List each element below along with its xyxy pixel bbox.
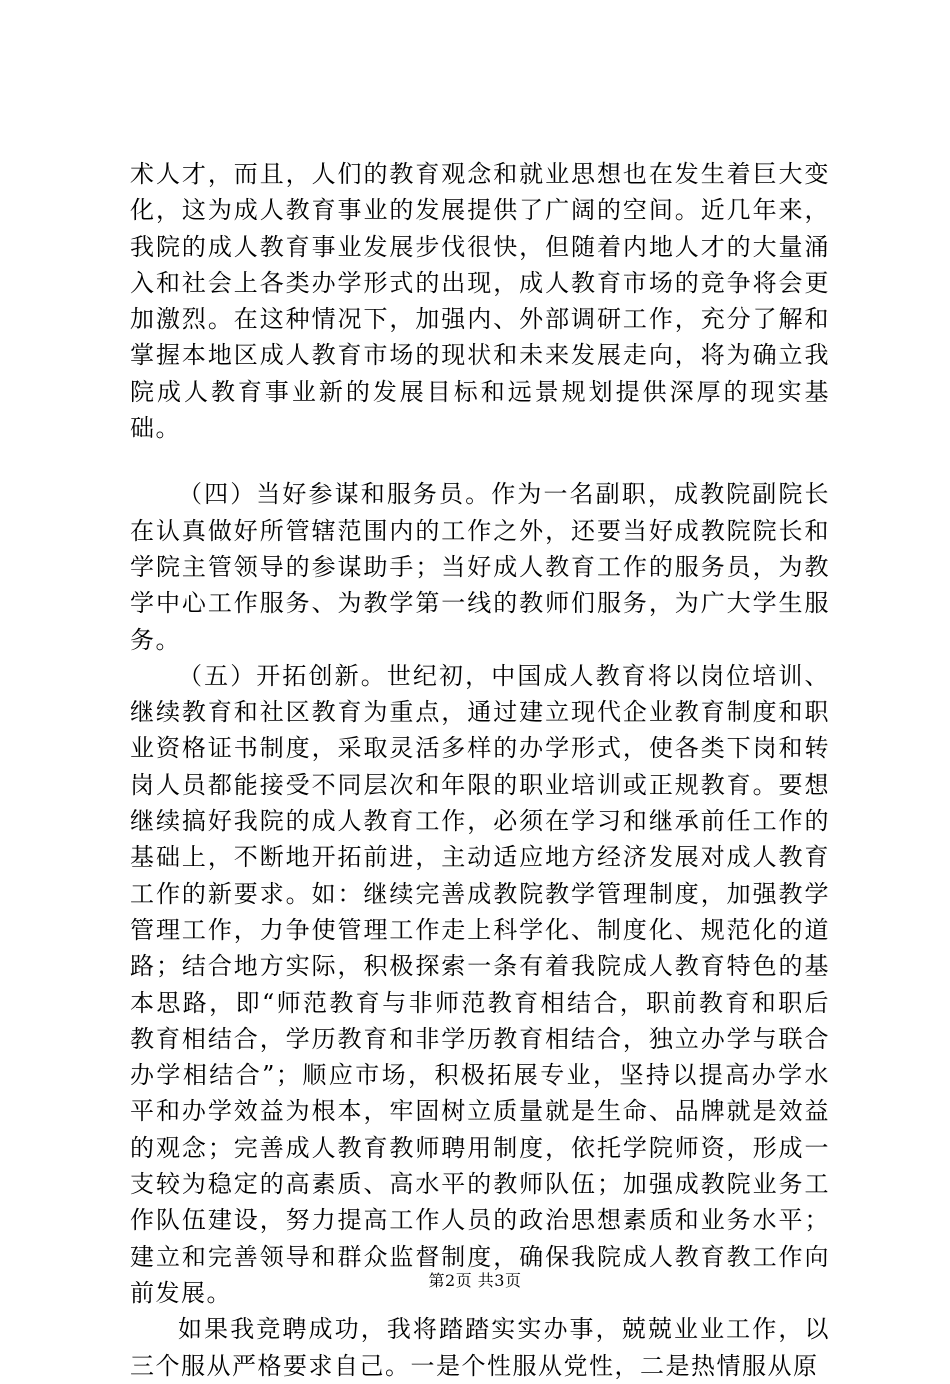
paragraph-2: （四）当好参谋和服务员。作为一名副职，成教院副院长在认真做好所管辖范围内的工作之外，还要当好成教院院长和学院主管领导的参谋助手；当好成人教育工作的服务员，为教学中心工作服务、为教学第一线的教师们服务，为广大学生服务。 <box>130 480 830 654</box>
document-body <box>130 156 830 1384</box>
paragraph-1: 术人才，而且，人们的教育观念和就业思想也在发生着巨大变化，这为成人教育事业的发展提供了广阔的空间。近几年来，我院的成人教育事业发展步伐很快，但随着内地人才的大量涌入和社会上各类办学形式的出现，成人教育市场的竞争将会更加激烈。在这种情况下，加强内、外部调研工作，充分了解和掌握本地区成人教育市场的现状和未来发展走向，将为确立我院成人教育事业新的发展目标和远景规划提供深厚的现实基础。 <box>130 160 830 443</box>
paragraph-gap <box>130 446 830 476</box>
paragraph-3: （五）开拓创新。世纪初，中国成人教育将以岗位培训、继续教育和社区教育为重点，通过建立现代企业教育制度和职业资格证书制度，采取灵活多样的办学形式，使各类下岗和转岗人员都能接受不同层次和年限的职业培训或正规教育。要想继续搞好我院的成人教育工作，必须在学习和继承前任工作的基础上，不断地开拓前进，主动适应地方经济发展对成人教育工作的新要求。如：继续完善成教院教学管理制度，加强教学管理工作，力争使管理工作走上科学化、制度化、规范化的道路；结合地方实际，积极探索一条有着我院成人教育特色的基本思路，即“师范教育与非师范教育相结合，职前教育和职后教育相结合，学历教育和非学历教育相结合，独立办学与联合办学相结合”；顺应市场，积极拓展专业，坚持以提高办学水平和办学效益为根本，牢固树立质量就是生命、品牌就是效益的观念；完善成人教育教师聘用制度，依托学院师资，形成一支较为稳定的高素质、高水平的教师队伍；加强成教院业务工作队伍建设，努力提高工作人员的政治思想素质和业务水平；建立和完善领导和群众监督制度，确保我院成人教育教工作向前发展。 <box>130 661 830 1307</box>
page-number-footer: 第2页 共3页 <box>428 1271 522 1290</box>
paragraph-4: 如果我竞聘成功，我将踏踏实实办事，兢兢业业工作，以三个服从严格要求自己。一是个性服从党性，二是热情服从原 <box>130 1315 830 1380</box>
